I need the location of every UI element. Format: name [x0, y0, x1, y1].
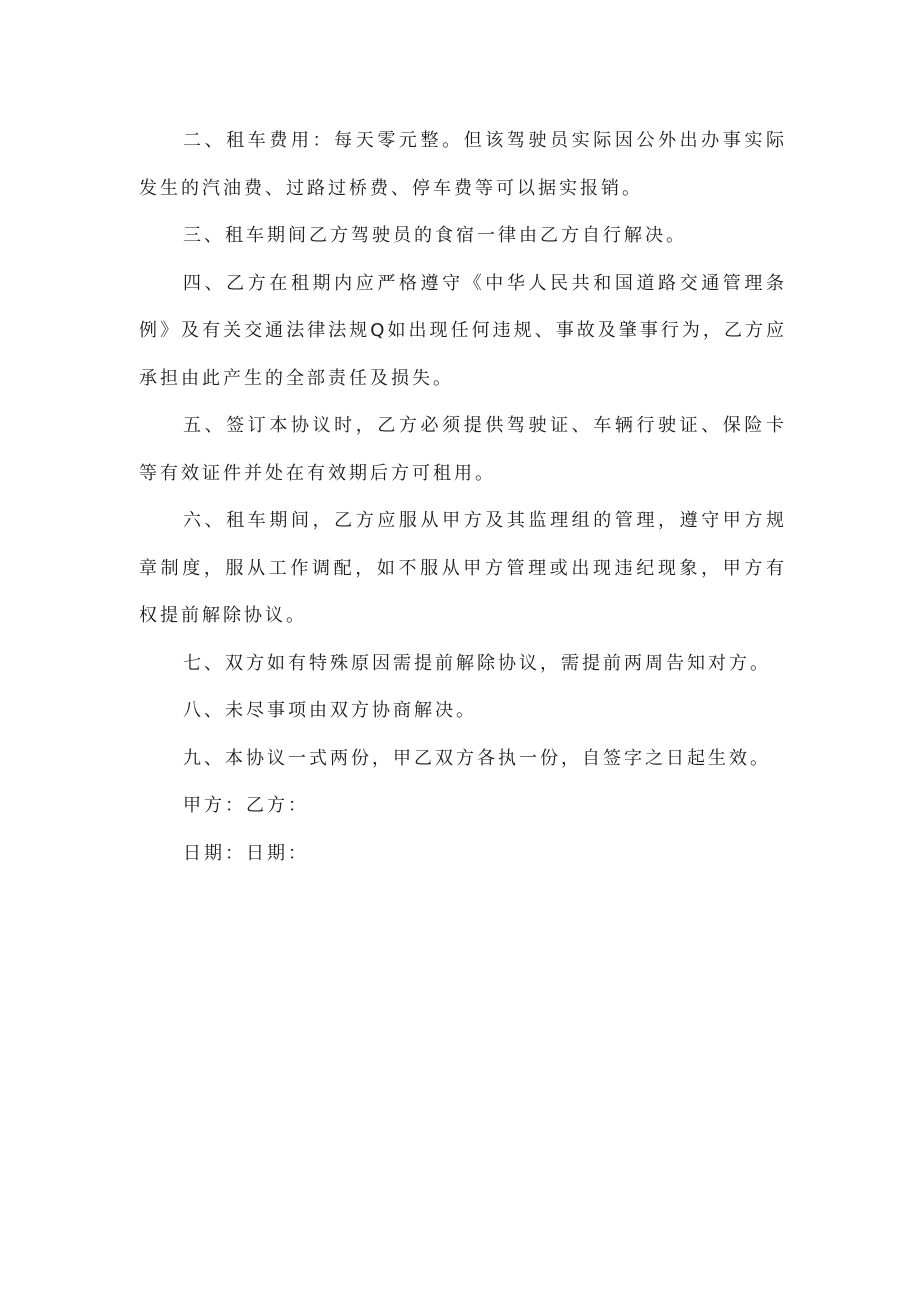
- clause-6-management: 六、租车期间，乙方应服从甲方及其监理组的管理，遵守甲方规章制度，服从工作调配，如不服从甲方管理或出现违纪现象，甲方有权提前解除协议。: [139, 510, 787, 626]
- clause-7-termination: 七、双方如有特殊原因需提前解除协议，需提前两周告知对方。: [183, 652, 771, 674]
- clause-3-accommodation: 三、租车期间乙方驾驶员的食宿一律由乙方自行解决。: [183, 225, 687, 246]
- clause-2-rental-fee: 二、租车费用：每天零元整。但该驾驶员实际因公外出办事实际发生的汽油费、过路过桥费、停车费等可以据实报销。: [139, 130, 787, 199]
- clause-4-traffic-rules: 四、乙方在租期内应严格遵守《中华人民共和国道路交通管理条例》及有关交通法律法规Q如出现任何违规、事故及肇事行为，乙方应承担由此产生的全部责任及损失。: [139, 272, 787, 389]
- signature-line: 甲方：乙方：: [183, 795, 309, 816]
- clause-5-documents: 五、签订本协议时，乙方必须提供驾驶证、车辆行驶证、保险卡等有效证件并处在有效期后方可租用。: [139, 415, 787, 484]
- date-line: 日期：日期：: [183, 842, 309, 864]
- document-body: [139, 117, 787, 877]
- clause-9-copies: 九、本协议一式两份，甲乙双方各执一份，自签字之日起生效。: [183, 747, 771, 769]
- clause-8-other-matters: 八、未尽事项由双方协商解决。: [183, 700, 477, 721]
